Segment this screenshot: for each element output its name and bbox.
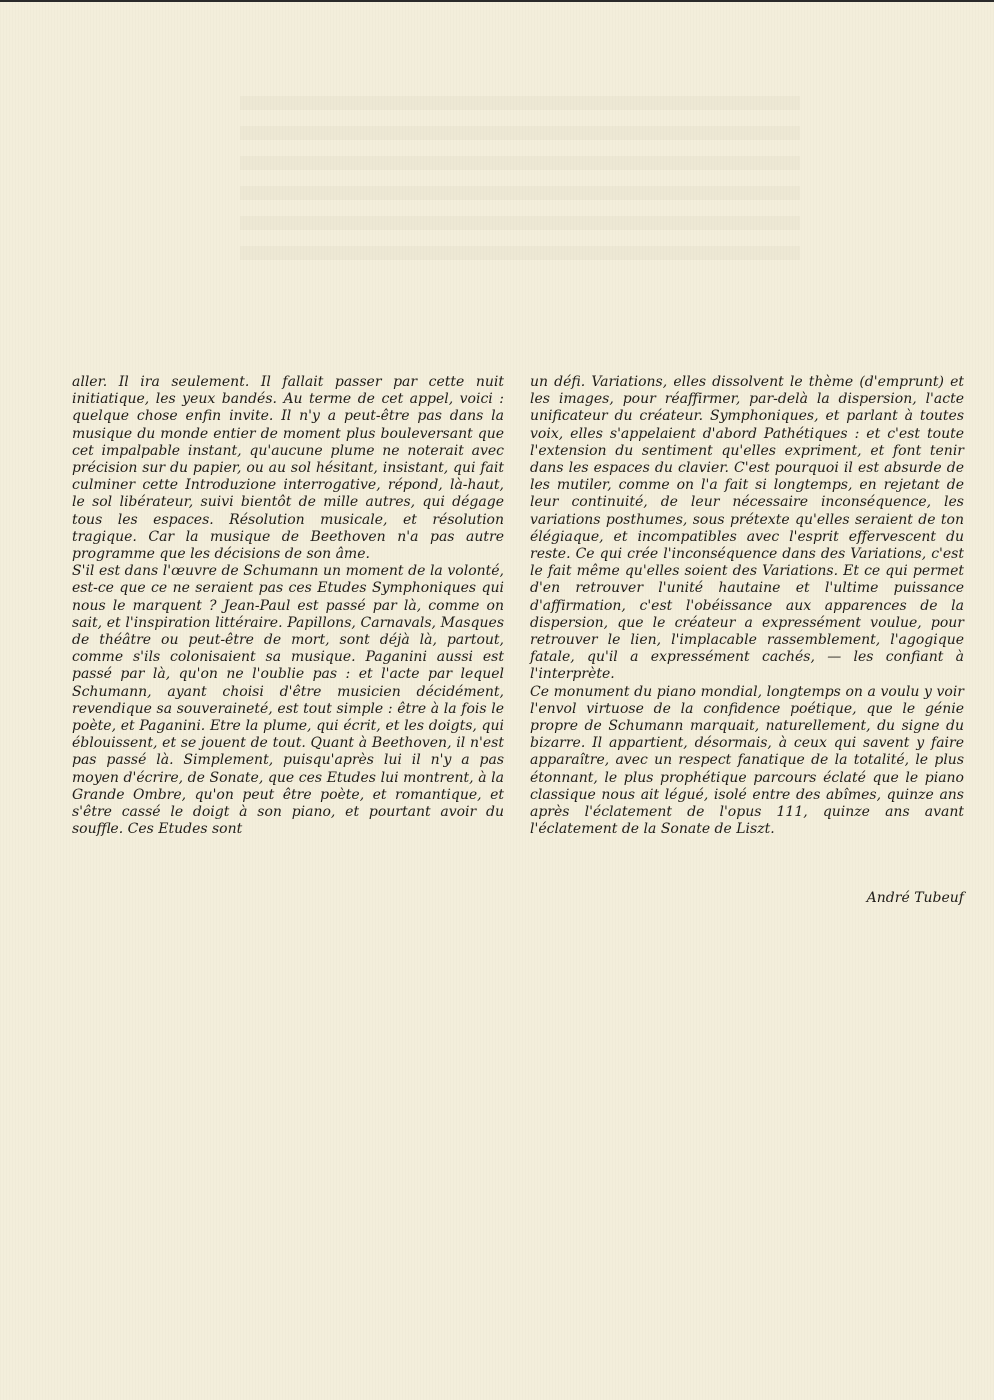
right-paragraph-2: Ce monument du piano mondial, longtemps on a voulu y voir l'envol virtuose de la confidence poétique, que le génie propre de Schumann marquait, naturellement, du signe du bizarre. Il appartient, désormais, à ceux qui savent y faire apparaître, avec un respect fanatique de la totalité, le plus étonnant, le plus prophétique parcours éclaté que le piano classique nous ait légué, isolé entre des abîmes, quinze ans après l'éclatement de l'opus 111, quinze ans avant l'éclatement de la Sonate de Liszt.: [530, 683, 964, 838]
left-paragraph-1: aller. Il ira seulement. Il fallait passer par cette nuit initiatique, les yeux bandés. Au terme de cet appel, voici : quelque chose enfin invite. Il n'y a peut-être pas dans la musique du monde entier de moment plus bouleversant que cet impalpable instant, qu'aucune plume ne noterait avec précision sur du papier, ou au sol hésitant, insistant, qui fait culminer cette Introduzione interrogative, répond, là-haut, le sol libérateur, suivi bientôt de mille autres, qui dégage tous les espaces. Résolution musicale, et résolution tragique. Car la musique de Beethoven n'a pas autre programme que les décisions de son âme.: [72, 374, 504, 563]
author-signature: André Tubeuf: [866, 890, 964, 906]
show-through-texture: [240, 80, 800, 350]
top-border-rule: [0, 0, 994, 2]
right-text-column: [530, 374, 964, 838]
left-paragraph-2: S'il est dans l'œuvre de Schumann un moment de la volonté, est-ce que ce ne seraient pas ces Etudes Symphoniques qui nous le marquent ? Jean-Paul est passé par là, comme on sait, et l'inspiration littéraire. Papillons, Carnavals, Masques de théâtre ou peut-être de mort, sont déjà là, partout, comme s'ils colonisaient sa musique. Paganini aussi est passé par là, qu'on ne l'oublie pas : et l'acte par lequel Schumann, ayant choisi d'être musicien décidément, revendique sa souveraineté, est tout simple : être à la fois le poète, et Paganini. Etre la plume, qui écrit, et les doigts, qui éblouissent, et se jouent de tout. Quant à Beethoven, il n'est pas passé là. Simplement, puisqu'après lui il n'y a pas moyen d'écrire, de Sonate, que ces Etudes lui montrent, à la Grande Ombre, qu'on peut être poète, et romantique, et s'être cassé le doigt à son piano, et pourtant avoir du souffle. Ces Etudes sont: [72, 563, 504, 838]
left-text-column: [72, 374, 504, 838]
right-paragraph-1: un défi. Variations, elles dissolvent le thème (d'emprunt) et les images, pour réaffirmer, par-delà la dispersion, l'acte unificateur du créateur. Symphoniques, et parlant à toutes voix, elles s'appelaient d'abord Pathétiques : et c'est toute l'extension du sentiment qu'elles expriment, et font tenir dans les espaces du clavier. C'est pourquoi il est absurde de les mutiler, comme on l'a fait si longtemps, en rejetant de leur continuité, de leur nécessaire inconséquence, les variations posthumes, sous prétexte qu'elles seraient de ton élégiaque, et incompatibles avec l'esprit effervescent du reste. Ce qui crée l'inconséquence dans des Variations, c'est le fait même qu'elles soient des Variations. Et ce qui permet d'en retrouver l'unité hautaine et l'ultime puissance d'affirmation, c'est l'obéissance aux apparences de la dispersion, que le créateur a expressément voulue, pour retrouver le lien, l'implacable rassemblement, l'agogique fatale, qu'il a expressément cachés, — les confiant à l'interprète.: [530, 374, 964, 683]
